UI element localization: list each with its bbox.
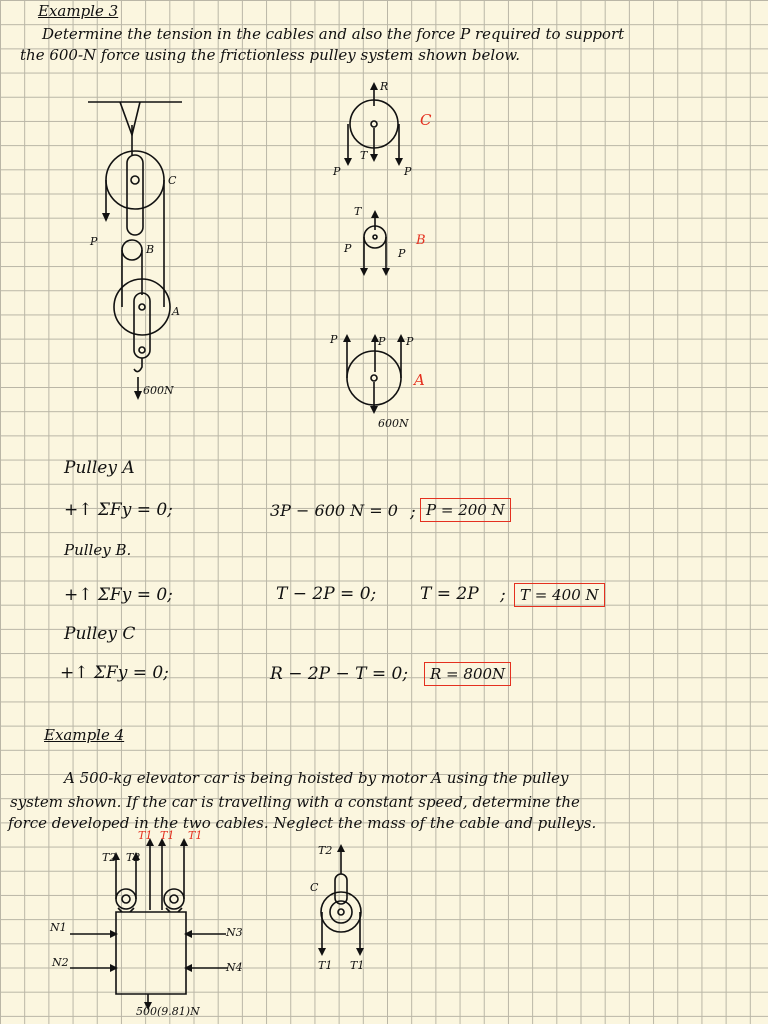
fig-label-p: P: [90, 235, 98, 248]
example4-text-line2: system shown. If the car is travelling with a constant speed, determine the: [10, 793, 580, 811]
car-n2: N2: [52, 956, 69, 969]
car-t2-b: T2: [126, 851, 141, 864]
pulley-system-figure: [80, 95, 210, 405]
car-n1: N1: [50, 921, 67, 934]
car-t1-a: T1: [138, 829, 153, 842]
fbd-pulley-c: [330, 80, 420, 178]
example4-heading: Example 4: [44, 726, 125, 744]
pulley-c-title: Pulley C: [64, 624, 136, 644]
car-n3: N3: [226, 926, 243, 939]
fbd-a-p2: P: [378, 335, 386, 348]
pulley-a-sep: ;: [410, 502, 416, 522]
car-weight: 500(9.81)N: [136, 1005, 200, 1018]
fig-label-c: C: [168, 174, 177, 187]
fig-label-b: B: [146, 243, 155, 256]
ex4-pulley-fbd: [305, 840, 375, 975]
fig-label-a: A: [172, 305, 180, 318]
fbd-a-p3: P: [406, 335, 414, 348]
fbd-b-label: B: [416, 233, 426, 248]
example4-text-line3: force developed in the two cables. Neglect the mass of the cable and pulleys.: [8, 814, 597, 832]
pulley-c-eq: R − 2P − T = 0;: [270, 664, 409, 684]
fbd-c-t: T: [360, 149, 368, 162]
fbd-c-label: C: [420, 111, 432, 129]
pulley-b-title: Pulley B.: [64, 541, 132, 559]
pulley-b-eq: T − 2P = 0;: [276, 584, 377, 604]
example4-text-line1: A 500-kg elevator car is being hoisted by motor A using the pulley: [64, 769, 569, 787]
fbd-b-p-left: P: [344, 242, 352, 255]
example3-text-line2: the 600-N force using the frictionless pulley system shown below.: [20, 46, 521, 64]
fbd-c-r: R: [380, 80, 389, 93]
fbd-c-p-right: P: [404, 165, 412, 178]
ex4-pulley-t2: T2: [318, 844, 333, 857]
fbd-a-load: 600N: [378, 417, 409, 430]
example3-text-line1: Determine the tension in the cables and also the force P required to support: [42, 25, 625, 43]
pulley-b-sep: ;: [500, 585, 506, 605]
pulley-a-sum: +↑ ΣFy = 0;: [64, 500, 173, 520]
fbd-b-p-right: P: [398, 247, 406, 260]
car-t1-b: T1: [160, 829, 175, 842]
pulley-b-eq2: T = 2P: [420, 584, 479, 604]
pulley-c-result: R = 800N: [424, 662, 511, 686]
fbd-c-p-left: P: [333, 165, 341, 178]
pulley-a-title: Pulley A: [64, 458, 135, 478]
pulley-c-sum: +↑ ΣFy = 0;: [60, 663, 169, 683]
fbd-pulley-a: [335, 330, 415, 420]
example3-heading: Example 3: [38, 2, 119, 20]
fbd-a-p1: P: [330, 333, 338, 346]
fbd-pulley-b: [355, 210, 405, 280]
ex4-pulley-c: C: [310, 881, 319, 894]
car-t1-c: T1: [188, 829, 203, 842]
ex4-pulley-t1-a: T1: [318, 959, 333, 972]
fig-load-600n: 600N: [143, 384, 174, 397]
pulley-a-result: P = 200 N: [420, 498, 511, 522]
pulley-a-eq: 3P − 600 N = 0: [270, 501, 398, 520]
fbd-b-t: T: [354, 205, 362, 218]
ex4-pulley-t1-b: T1: [350, 959, 365, 972]
pulley-b-result: T = 400 N: [514, 583, 605, 607]
car-n4: N4: [226, 961, 243, 974]
fbd-a-label: A: [414, 371, 425, 389]
elevator-car-figure: [40, 829, 270, 1017]
car-t2-a: T2: [102, 851, 117, 864]
pulley-b-sum: +↑ ΣFy = 0;: [64, 585, 173, 605]
